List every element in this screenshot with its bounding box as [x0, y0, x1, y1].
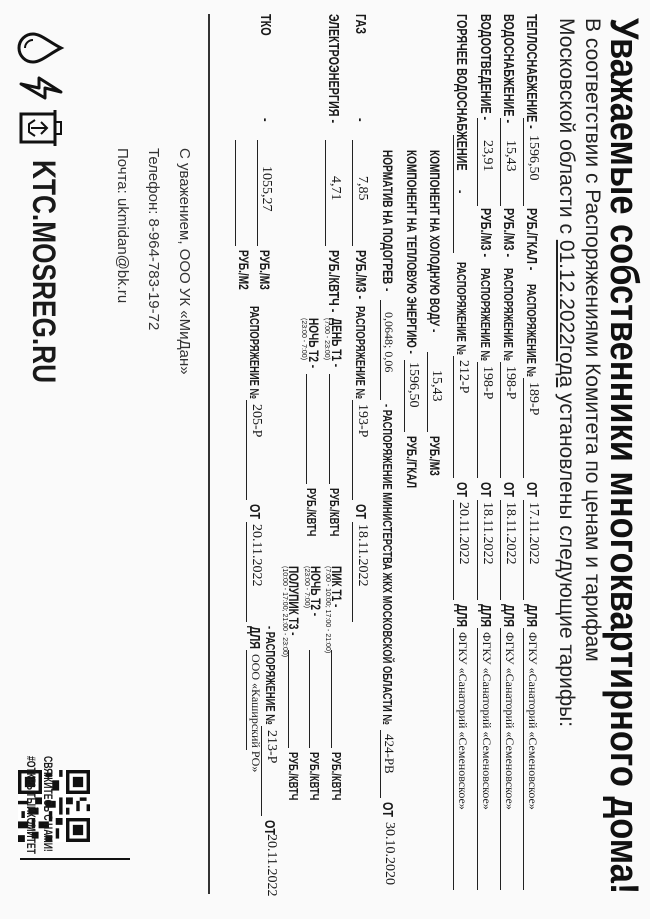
water-unit: РУБ./М3 -: [500, 208, 517, 258]
power-order: - РАСПОРЯЖЕНИЕ №: [263, 626, 278, 725]
signature-phone: Телефон: 8-964-783-19-72: [145, 148, 162, 331]
power-day-hours: (7:00 - 23:00): [323, 318, 330, 361]
sewer-unit: РУБ./М3 -: [477, 208, 494, 258]
power-night2-hours: (23:00 - 7:00): [303, 566, 310, 609]
power-label: ЭЛЕКТРОЭНЕРГИЯ -: [325, 14, 342, 124]
power-halfpeak-hours: (10:00 - 17:00; 21:00 - 23:00): [281, 566, 288, 658]
signature-email: Почта: ukmidan@bk.ru: [114, 148, 131, 304]
intro-suffix: установлены следующие тарифы:: [555, 393, 578, 728]
power-peak-hours: (7:00 - 10:00; 17:00 - 21:00): [324, 566, 331, 654]
lightning-icon: [17, 72, 65, 104]
power-unit: РУБ./КВТЧ -: [325, 250, 342, 313]
gas-dash: -: [352, 118, 369, 122]
norm-order-num: 424-РВ: [382, 734, 397, 774]
power-night-hours: (23:00 - 7:00): [300, 318, 307, 361]
water-from: ОТ: [500, 482, 517, 498]
sewer-org: ФГКУ «Санаторий «Семеновское»: [480, 632, 494, 810]
tko-for: ДЛЯ: [246, 626, 263, 650]
power-value: 4,71: [328, 176, 343, 201]
power-peak: ПИК Т1 -: [329, 566, 345, 608]
water-for: ДЛЯ: [500, 604, 517, 628]
water-order: РАСПОРЯЖЕНИЕ №: [501, 268, 516, 361]
gas-order-num: 193-Р: [355, 404, 370, 438]
tko-unit-m3: РУБ./М3: [257, 250, 273, 290]
tko-order: РАСПОРЯЖЕНИЕ №: [247, 306, 262, 399]
sewer-date: 18.11.2022: [480, 502, 495, 565]
power-halfpeak: ПОЛУПИК Т3 -: [286, 566, 302, 636]
heat-date: 17.11.2022: [526, 502, 541, 565]
norm-value: 0,0648; 0,06: [382, 312, 396, 373]
heat-comp-value: 1596,50: [406, 362, 421, 408]
power-night2-unit: РУБ./КВТЧ: [307, 752, 322, 801]
gas-date: 18.11.2022: [355, 524, 370, 587]
page-title: Уважаемые собственники многоквартирного дома!: [602, 18, 646, 895]
intro-prefix: Московской области с: [555, 18, 578, 234]
power-night: НОЧЬ Т2 -: [306, 318, 322, 369]
heat-order-num: 189-Р: [526, 382, 541, 416]
intro-date: 01.12.2022года: [555, 239, 578, 388]
heat-comp-unit: РУБ./ГКАЛ: [404, 436, 420, 489]
power-order-num: 213-Р: [264, 730, 279, 764]
tko-order-num: 205-Р: [249, 404, 264, 438]
cold-comp-unit: РУБ./М3: [427, 436, 443, 476]
intro-line-2: [554, 18, 578, 727]
sewer-order-num: 198-Р: [480, 366, 495, 400]
water-value: 15,43: [503, 140, 518, 172]
sewer-for: ДЛЯ: [477, 604, 494, 628]
contact-line-1: СВЯЖИТЕСЬ С НАМИ!: [41, 756, 55, 852]
tko-org: ООО «Каширский РО»: [249, 654, 263, 773]
gas-from: ОТ: [352, 504, 369, 520]
cold-comp-label: КОМПОНЕНТ НА ХОЛОДНУЮ ВОДУ -: [427, 150, 443, 333]
power-night-unit: РУБ./КВТЧ: [304, 488, 319, 537]
norm-from: ОТ: [379, 802, 396, 818]
hotwater-label: ГОРЯЧЕЕ ВОДОСНАБЖЕНИЕ: [453, 14, 470, 171]
tko-date: 20.11.2022: [249, 524, 264, 587]
tko-unit-m2: РУБ./М2: [236, 250, 252, 290]
water-date: 18.11.2022: [503, 502, 518, 565]
signature-regards: С уважением, ООО УК «МиДан»: [176, 148, 193, 375]
contact-hashtag: #ОТКРЫТЫЙКОМИТЕТ: [24, 756, 38, 854]
power-from: ОТ: [261, 820, 278, 836]
power-day-unit: РУБ./КВТЧ: [327, 488, 342, 537]
tko-value: 1055,27: [259, 166, 274, 212]
hotwater-dash: -: [453, 190, 469, 194]
hotwater-from: ОТ: [453, 482, 470, 498]
power-day: ДЕНЬ Т1 -: [329, 318, 345, 368]
power-date: 20.11.2022: [264, 834, 279, 897]
heat-label: ТЕПЛОСНАБЖЕНИЕ -: [523, 14, 540, 129]
heat-unit: РУБ./ГКАЛ -: [523, 208, 540, 271]
power-peak-unit: РУБ./КВТЧ: [329, 752, 344, 801]
sewer-from: ОТ: [477, 482, 494, 498]
water-drop-icon: [17, 28, 65, 68]
power-halfpeak-unit: РУБ./КВТЧ: [286, 752, 301, 801]
intro-line-1: В соответствии с Распоряжениями Комитета по ценам и тарифам: [581, 18, 604, 662]
hotwater-date: 20.11.2022: [456, 502, 471, 565]
brand-site: KTC.MOSREG.RU: [26, 160, 62, 384]
heat-value: 1596,50: [526, 135, 541, 181]
gas-order: РАСПОРЯЖЕНИЕ №: [353, 306, 368, 399]
hotwater-for: ДЛЯ: [453, 604, 470, 628]
heat-from: ОТ: [523, 482, 540, 498]
tko-dash: -: [257, 118, 274, 122]
hotwater-org: ФГКУ «Санаторий «Семеновское»: [456, 632, 470, 810]
power-night2: НОЧЬ Т2 -: [308, 566, 324, 617]
heat-org: ФГКУ «Санаторий «Семеновское»: [526, 632, 540, 810]
tko-from: ОТ: [246, 504, 263, 520]
heat-for: ДЛЯ: [523, 604, 540, 628]
water-order-num: 198-Р: [503, 366, 518, 400]
hotwater-order-num: 212-Р: [456, 360, 471, 394]
cold-comp-value: 15,43: [429, 370, 444, 402]
hotwater-order: РАСПОРЯЖЕНИЕ №: [454, 262, 469, 355]
sewer-value: 23,91: [480, 140, 495, 172]
divider: [208, 14, 210, 894]
contact-divider: [20, 858, 130, 860]
norm-date: 30.10.2020: [382, 822, 397, 885]
recycle-bin-icon: [17, 108, 65, 148]
norm-label: НОРМАТИВ НА ПОДОГРЕВ: [380, 150, 396, 285]
sewer-label: ВОДООТВЕДЕНИЕ -: [477, 14, 494, 121]
water-org: ФГКУ «Санаторий «Семеновское»: [503, 632, 517, 810]
gas-unit: РУБ./М3 -: [352, 250, 369, 300]
water-label: ВОДОСНАБЖЕНИЕ -: [500, 14, 517, 124]
gas-value: 7,85: [355, 176, 370, 201]
norm-order: - РАСПОРЯЖЕНИЕ МИНИСТЕРСТВА ЖКХ МОСКОВСКОЙ ОБЛАСТИ №: [380, 404, 395, 725]
gas-label: ГАЗ: [352, 14, 369, 35]
heat-order: РАСПОРЯЖЕНИЕ №: [524, 284, 539, 377]
tko-label: ТКО: [257, 14, 274, 36]
sewer-order: РАСПОРЯЖЕНИЕ №: [478, 268, 493, 361]
heat-comp-label: КОМПОНЕНТ НА ТЕПЛОВУЮ ЭНЕРГИЮ -: [404, 150, 420, 354]
norm-dash: -: [380, 288, 396, 292]
